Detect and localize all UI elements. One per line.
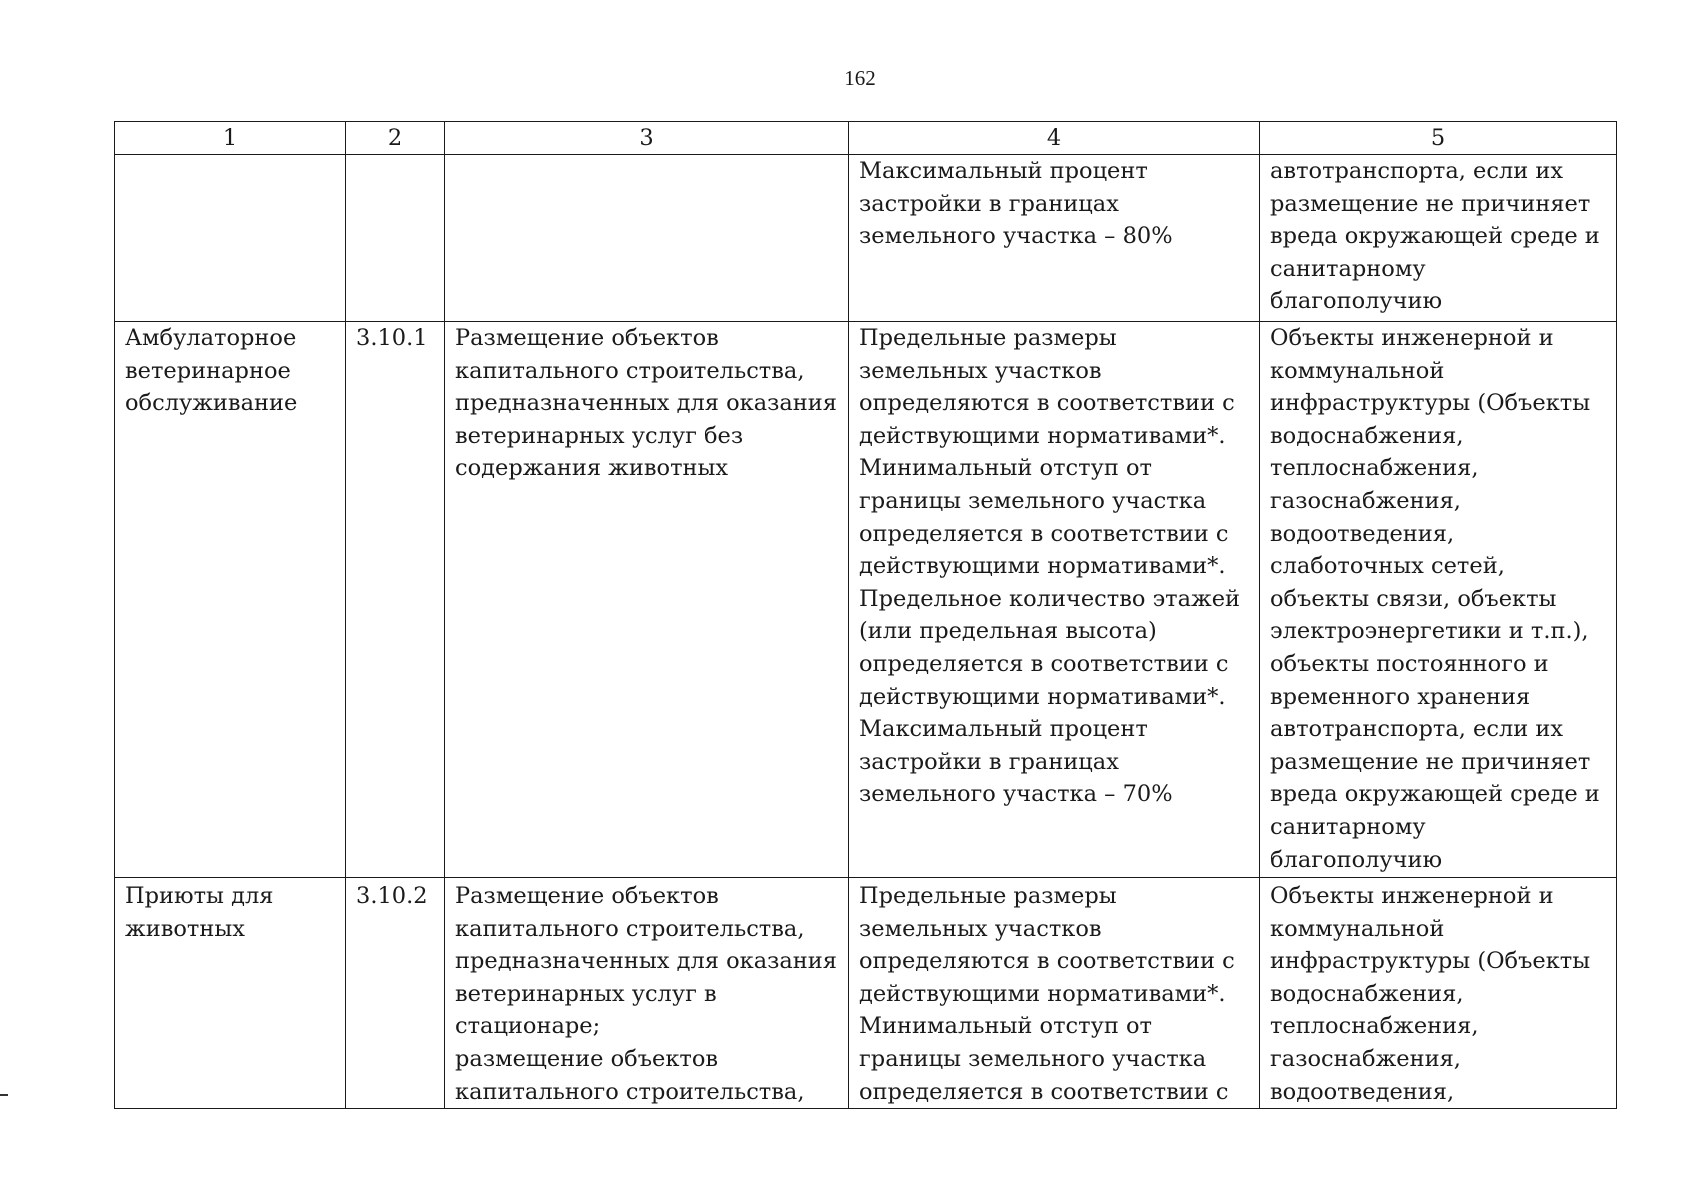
column-header: 1 [115, 122, 346, 155]
cell-code: 3.10.1 [346, 322, 445, 878]
page-number: 162 [844, 66, 876, 90]
cell-name: Приюты для животных [115, 878, 346, 1109]
column-header: 3 [445, 122, 849, 155]
table-row [115, 155, 1617, 322]
table-row [115, 878, 1617, 1109]
cell-parameters: Максимальный процент застройки в границах земельного участка – 80% [849, 155, 1260, 322]
cell-name: Амбулаторное ветеринарное обслуживание [115, 322, 346, 878]
cell-auxiliary: Объекты инженерной и коммунальной инфраструктуры (Объекты водоснабжения, теплоснабжения, газоснабжения, водоотведения, [1260, 878, 1617, 1109]
regulations-table [114, 121, 1617, 1109]
cell-code [346, 155, 445, 322]
cell-parameters: Предельные размеры земельных участков определяются в соответствии с действующими нормативами*. Минимальный отступ от границы земельного участка определяется в соответствии с [849, 878, 1260, 1109]
table-header-row [115, 122, 1617, 155]
cell-description [445, 155, 849, 322]
column-header: 2 [346, 122, 445, 155]
cell-code: 3.10.2 [346, 878, 445, 1109]
cell-description: Размещение объектов капитального строительства, предназначенных для оказания ветеринарных услуг в стационаре; размещение объектов капитального строительства, [445, 878, 849, 1109]
table-row [115, 322, 1617, 878]
cell-description: Размещение объектов капитального строительства, предназначенных для оказания ветеринарных услуг без содержания животных [445, 322, 849, 878]
column-header: 5 [1260, 122, 1617, 155]
column-header: 4 [849, 122, 1260, 155]
cell-auxiliary: Объекты инженерной и коммунальной инфраструктуры (Объекты водоснабжения, теплоснабжения, газоснабжения, водоотведения, слаботочных сетей, объекты связи, объекты электроэнергетики и т.п.), объекты постоянного и временного хранения автотранспорта, если их размещение не причиняет вреда окружающей среде и санитарному благополучию [1260, 322, 1617, 878]
margin-mark [0, 1094, 8, 1096]
cell-parameters: Предельные размеры земельных участков определяются в соответствии с действующими нормативами*. Минимальный отступ от границы земельного участка определяется в соответствии с действующими нормативами*. Предельное количество этажей (или предельная высота) определяется в соответствии с действующими нормативами*. Максимальный процент застройки в границах земельного участка – 70% [849, 322, 1260, 878]
cell-auxiliary: автотранспорта, если их размещение не причиняет вреда окружающей среде и санитарному благополучию [1260, 155, 1617, 322]
cell-name [115, 155, 346, 322]
